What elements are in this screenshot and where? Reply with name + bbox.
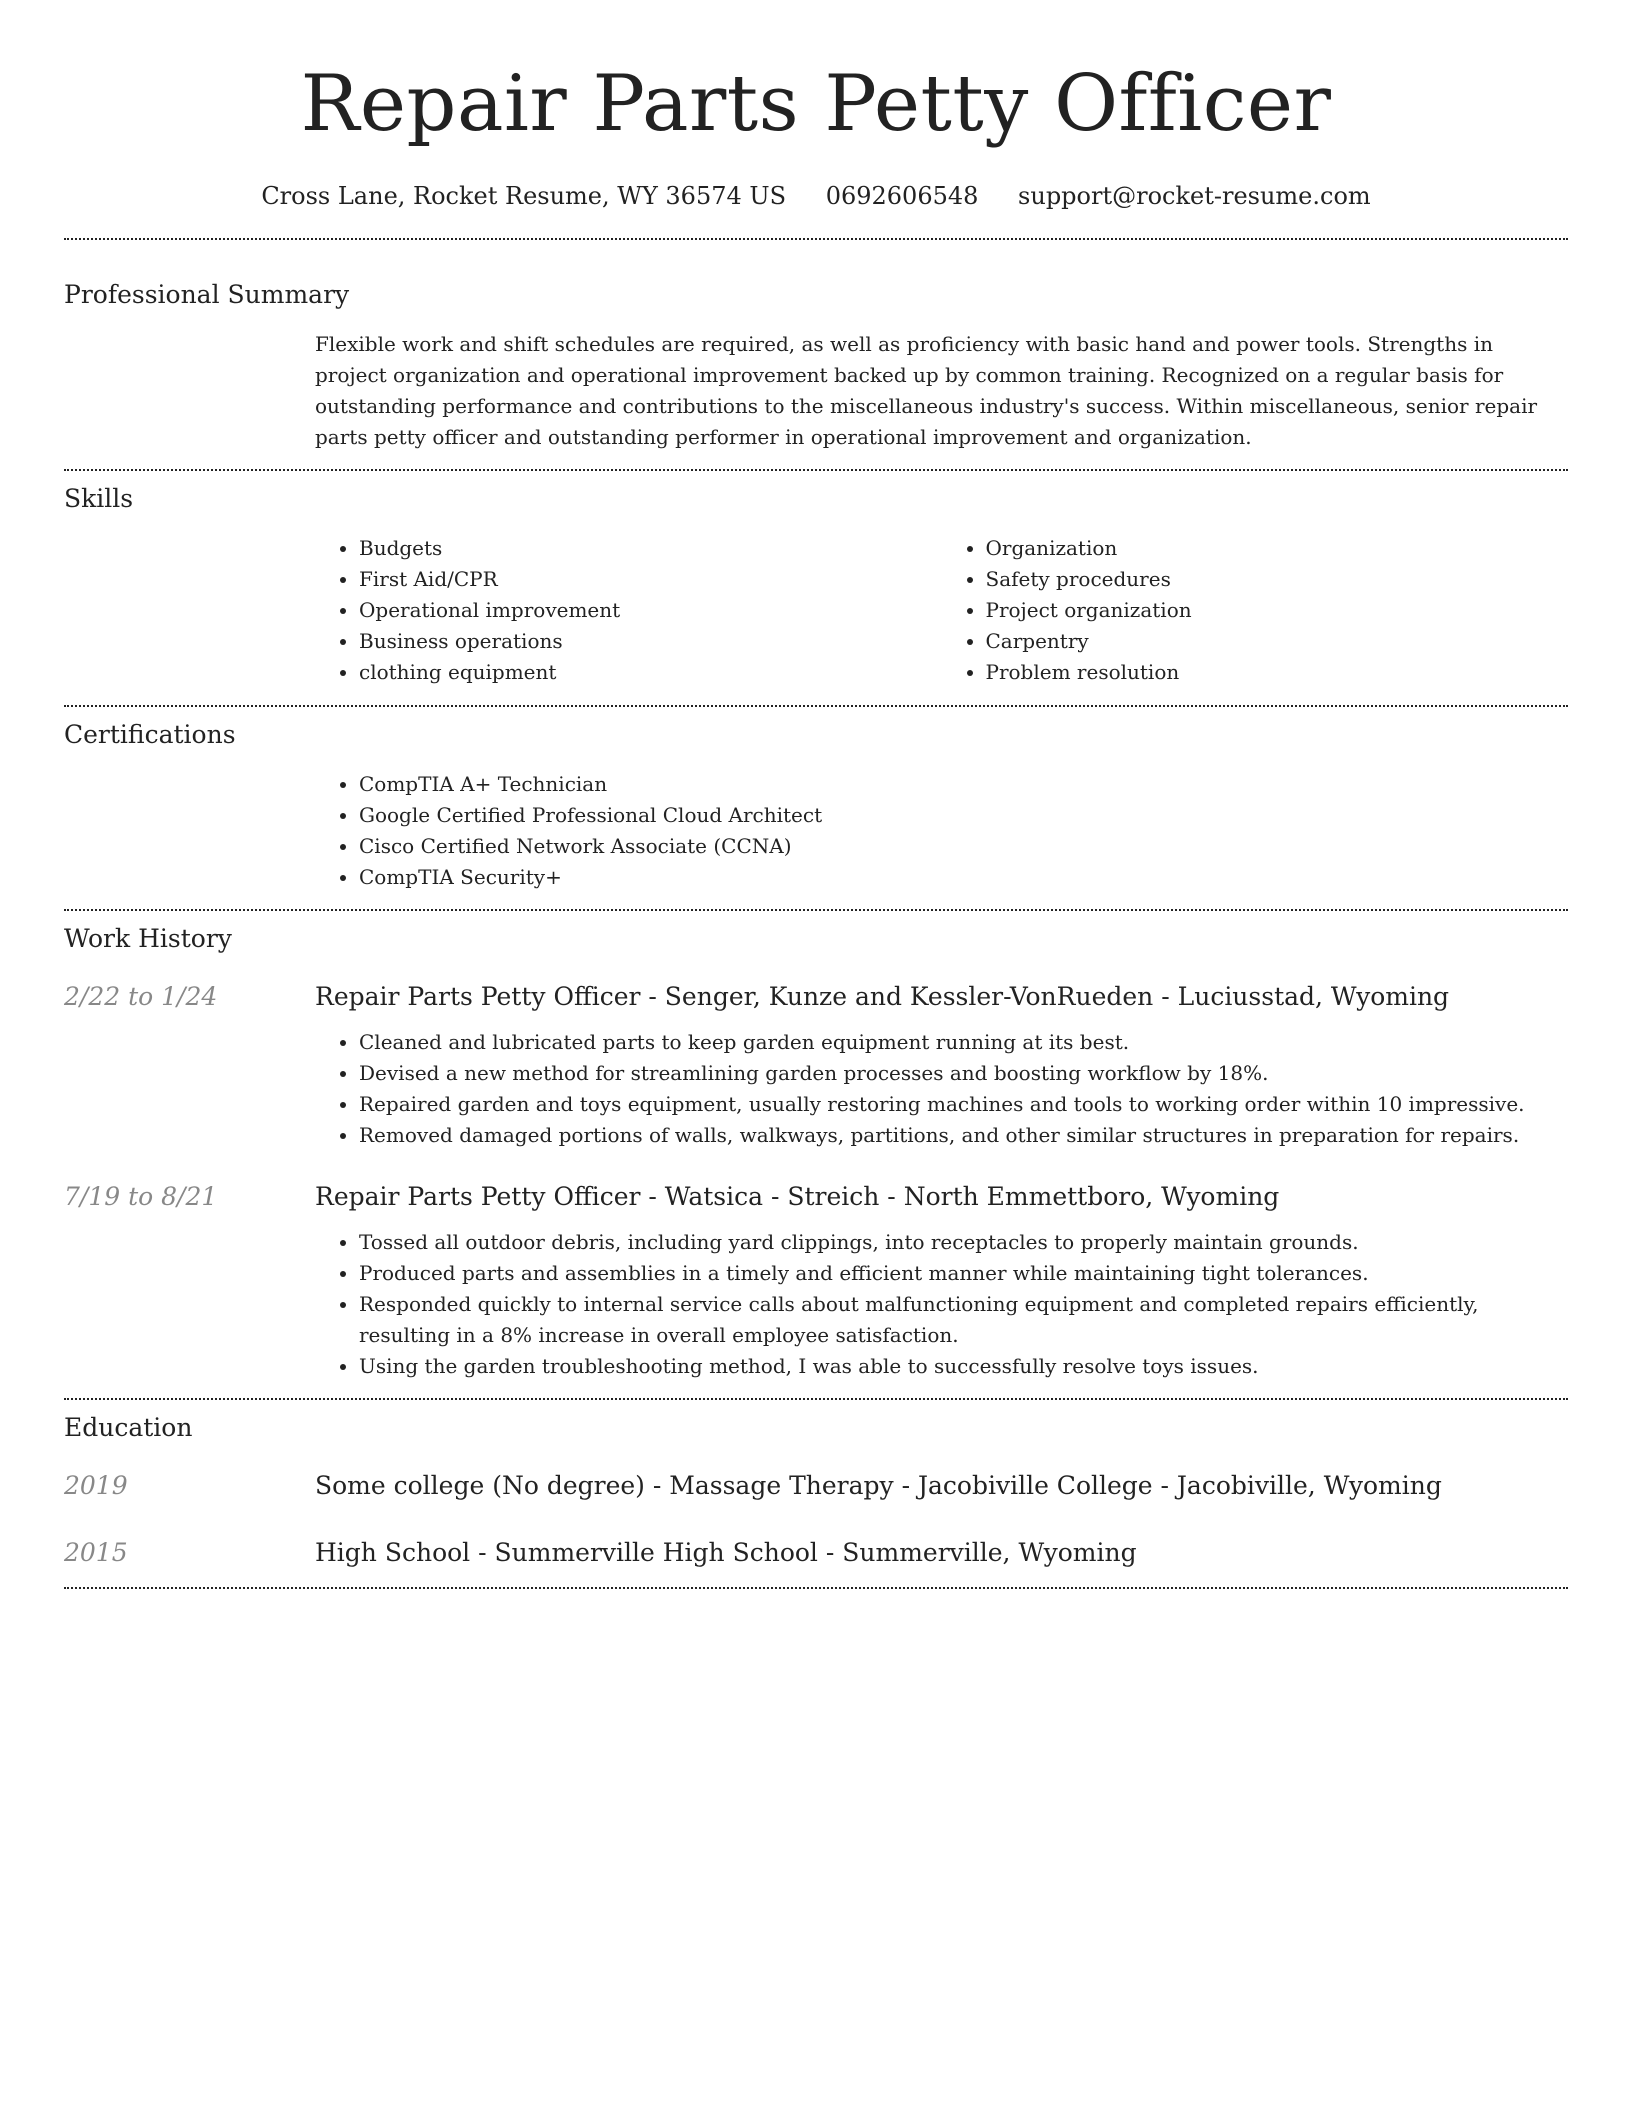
summary-section	[64, 240, 1568, 453]
summary-text: Flexible work and shift schedules are required, as well as proficiency with basic hand and power tools. Strengths in project organization and operational improvement backed up by common training. Recognized on a regular basis for outstanding performance and contributions to the miscellaneous industry's success. Within miscellaneous, senior repair parts petty officer and outstanding performer in operational improvement and organization.	[315, 332, 1538, 449]
skill-item: • Carpentry	[986, 626, 1569, 657]
candidate-name: Repair Parts Petty Officer	[300, 59, 1332, 149]
job-entry	[64, 979, 1568, 1151]
education-entry	[64, 1535, 1568, 1571]
job-bullets	[315, 1027, 1568, 1151]
education-section	[64, 1400, 1568, 1571]
work-history-section	[64, 911, 1568, 1382]
certification-item: • Google Certified Professional Cloud Architect	[359, 800, 1568, 831]
section-divider	[64, 1587, 1568, 1589]
certifications-list	[315, 769, 1568, 893]
certifications-title: Certifications	[64, 720, 236, 749]
skill-item: • Problem resolution	[986, 657, 1569, 688]
skills-section	[64, 471, 1568, 688]
job-entry	[64, 1179, 1568, 1382]
education-year: 2019	[64, 1471, 128, 1500]
work-history-title: Work History	[64, 924, 232, 953]
skill-item: • Organization	[986, 533, 1569, 564]
skill-item: • Operational improvement	[359, 595, 942, 626]
skills-list-right	[942, 533, 1569, 688]
job-bullet: • Devised a new method for streamlining garden processes and boosting workflow by 18%.	[359, 1058, 1568, 1089]
phone-text: 0692606548	[825, 182, 979, 210]
education-heading: High School - Summerville High School - Summerville, Wyoming	[315, 1538, 1137, 1567]
certifications-section	[64, 707, 1568, 893]
education-title: Education	[64, 1413, 193, 1442]
certification-item: • CompTIA Security+	[359, 862, 1568, 893]
job-bullet: • Repaired garden and toys equipment, usually restoring machines and tools to working order within 10 impressive.	[359, 1089, 1568, 1120]
job-dates: 2/22 to 1/24	[64, 982, 218, 1011]
education-year: 2015	[64, 1538, 128, 1567]
resume-page	[64, 0, 1568, 1589]
skill-item: • clothing equipment	[359, 657, 942, 688]
job-bullets	[315, 1227, 1568, 1382]
job-bullet: • Cleaned and lubricated parts to keep garden equipment running at its best.	[359, 1027, 1568, 1058]
certification-item: • CompTIA A+ Technician	[359, 769, 1568, 800]
skills-title: Skills	[64, 484, 134, 513]
skill-item: • Budgets	[359, 533, 942, 564]
education-heading: Some college (No degree) - Massage Therapy - Jacobiville College - Jacobiville, Wyoming	[315, 1471, 1442, 1500]
skills-list-left	[315, 533, 942, 688]
skill-item: • Project organization	[986, 595, 1569, 626]
skill-item: • Business operations	[359, 626, 942, 657]
job-heading: Repair Parts Petty Officer - Watsica - Streich - North Emmettboro, Wyoming	[315, 1182, 1280, 1211]
summary-title: Professional Summary	[64, 280, 350, 309]
job-bullet: • Removed damaged portions of walls, walkways, partitions, and other similar structures in preparation for repairs.	[359, 1120, 1568, 1151]
job-bullet: • Responded quickly to internal service calls about malfunctioning equipment and completed repairs efficiently, resulting in a 8% increase in overall employee satisfaction.	[359, 1289, 1568, 1351]
job-bullet: • Produced parts and assemblies in a timely and efficient manner while maintaining tight tolerances.	[359, 1258, 1568, 1289]
skill-item: • First Aid/CPR	[359, 564, 942, 595]
job-bullet: • Using the garden troubleshooting method, I was able to successfully resolve toys issues.	[359, 1351, 1568, 1382]
skill-item: • Safety procedures	[986, 564, 1569, 595]
certification-item: • Cisco Certified Network Associate (CCNA)	[359, 831, 1568, 862]
job-bullet: • Tossed all outdoor debris, including yard clippings, into receptacles to properly maintain grounds.	[359, 1227, 1568, 1258]
email-link[interactable]: support@rocket-resume.com	[1018, 182, 1371, 210]
education-entry	[64, 1468, 1568, 1504]
job-dates: 7/19 to 8/21	[64, 1182, 218, 1211]
job-heading: Repair Parts Petty Officer - Senger, Kunze and Kessler-VonRueden - Luciusstad, Wyoming	[315, 982, 1450, 1011]
address-text: Cross Lane, Rocket Resume, WY 36574 US	[261, 182, 787, 210]
contact-line	[64, 178, 1568, 214]
